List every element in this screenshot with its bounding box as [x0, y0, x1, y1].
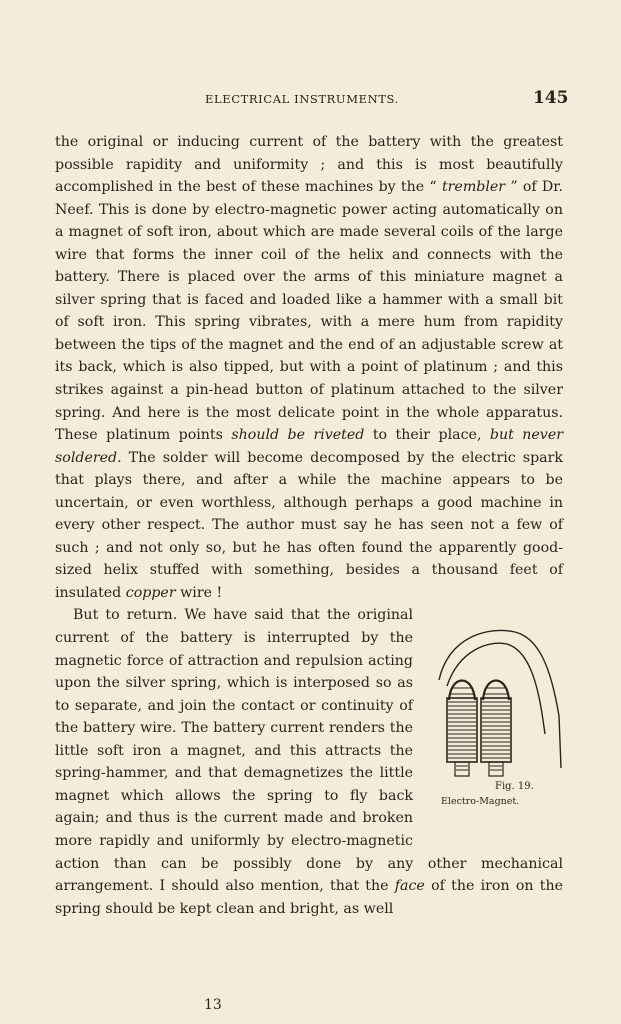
- text-run: The solder will become decomposed by the electric spark that plays there, and after a while the machine appears to be uncertain, or even worthless, although perhaps a good machine in every other respect. The author must say he has seen not a few of such ; and not only so, but he has often found the apparently good-sized helix stuffed with something, besides a thousand feet of insulated: [55, 449, 563, 601]
- italic-run: should be riveted: [231, 427, 365, 444]
- text-run: But to return. We have said that the original current of the battery is interrupted by the magnetic force of attraction and repulsion acting upon the silver spring, which is interposed so as to separate, and join the contact or continuity of the battery wire. The battery current renders the little soft iron a magnet, and this attracts the spring-hammer, and that demagnetizes the little magnet which allows the spring to fly back again; and thus is the current made and broken more rapidly and uniformly by electro-magnetic action than can be possibly done by any other mechanical arrangement. I should also mention, that the: [55, 607, 563, 895]
- figure-caption: Electro-Magnet.: [441, 796, 520, 808]
- italic-run: face: [394, 878, 425, 895]
- running-head: ELECTRICAL INSTRUMENTS.: [205, 92, 399, 106]
- text-run: wire !: [175, 584, 223, 601]
- page-header: [0, 88, 621, 112]
- text-run: the original or inducing current of the battery with the greatest possible rapidity and uniformity ; and this is most beautifully accomplished in the best of these machines by the “: [55, 134, 563, 196]
- text-run: of the iron on the spring should be kept clean and bright, as well: [55, 878, 563, 917]
- body-text: [55, 131, 563, 920]
- figure-electro-magnet: [419, 608, 571, 832]
- electro-magnet-illustration: [419, 608, 571, 788]
- text-run: ” of Dr. Neef. This is done by electro-magnetic power acting automatically on a magnet of soft iron, about which are made several coils of the large wire that forms the inner coil of the helix and connects with the battery. There is placed over the arms of this miniature magnet a silver spring that is faced and loaded like a hammer with a small bit of soft iron. This spring vibrates, with a mere hum from rapidity between the tips of the magnet and the end of an adjustable screw at its back, which is also tipped, but with a point of platinum ; and this strikes against a pin-head button of platinum attached to the silver spring. And here is the most delicate point in the whole apparatus. These platinum points: [55, 179, 563, 444]
- italic-run: trembler: [441, 179, 506, 196]
- signature-mark: 13: [204, 997, 222, 1013]
- paragraph-1: [55, 131, 563, 604]
- italic-run: but never soldered.: [55, 427, 564, 466]
- text-run: to their place,: [364, 427, 490, 444]
- italic-run: copper: [125, 584, 176, 601]
- figure-number: Fig. 19.: [495, 781, 534, 793]
- page-number: 145: [533, 88, 569, 108]
- paragraph-2: [55, 604, 563, 920]
